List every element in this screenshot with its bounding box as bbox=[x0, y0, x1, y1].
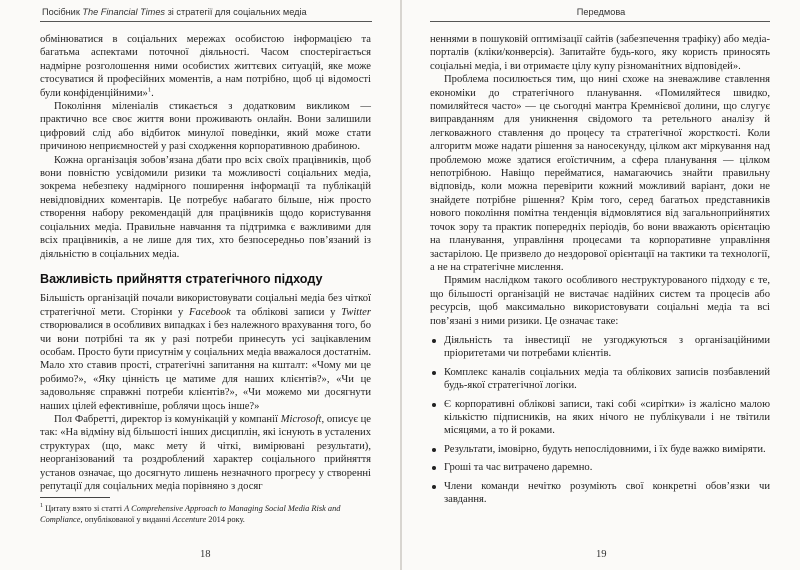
bullet-list bbox=[430, 334, 770, 506]
paragraph: Проблема посилюється тим, що нині схоже на зневажливе ставлення економіки до стратегічного планування. «Помиляйтеся швидко, помиляйтеся часто» — це сьогодні мантра Кремнієвої долини, що слугує виправданням для уникнення свідомого та ретельного аналізу й легковажного ставлення до процесу та стратегічної жорсткості. Коли алгоритм може надати рішення за наносекунду, цілком акт міркування над проблемою може здатися егоїстичним, а сфера планування — цілком непотрібною. Навіщо перейматися, намагаючись знайти правильну відповідь, коли можна перевірити кожний можливий варіант, доки не знайдете потрібне рішення? Крім того, серед багатьох представників нового покоління помітна тенденція відмовлятися від загальноприйнятих точок зору та практик попередніх періодів, бо вони вважають орієнтацію на планування, управління процесами та корпоративне управління застарілою. Це призвело до нездорової орієнтації на тактики та технології, а не на стратегічне мислення. bbox=[430, 74, 770, 273]
paragraph: Покоління міленіалів стикається з додатковим викликом — практично все своє життя вони проживають онлайн. Вони залишили цифровий слід або відбиток минулої поведінки, який може стати причиною неприємностей у разі сходження корпоративною драбиною. bbox=[40, 101, 371, 153]
paragraph: Пол Фабретті, директор із комунікацій у компанії Microsoft, описує це так: «На відміну від більшості інших дисциплін, які існують в усталених структурах (що, макс мету й чіткі, вимірювані результати), неорганізований та роздроблений характер соціального прийняття установ означає, що досягнуто лишень незначного прогресу у створенні репутації для соціальних медіа порівняно з досяг bbox=[40, 413, 372, 492]
list-item: Гроші та час витрачено даремно. bbox=[430, 461, 770, 474]
footnote-marker: 1 bbox=[147, 86, 152, 94]
page-number-right: 19 bbox=[596, 549, 607, 560]
paragraph: неннями в пошуковій оптимізації сайтів (забезпечення трафіку) або медіа-порталів (кліки/конверсія). Запитайте будь-кого, яку користь приносять соціальні медіа, і ви отримаєте цілу купу різноманітних відповідей». bbox=[430, 34, 770, 72]
bullet-icon bbox=[432, 448, 436, 452]
list-item: Є корпоративні облікові записи, такі собі «сирітки» із жалісно малою кількістю підписників, на яких нічого не публікували і не твітили місяцями, а то й роками. bbox=[430, 398, 770, 438]
paragraph: Прямим наслідком такого особливого неструктурованого підходу є те, що більшості організацій не вистачає надійних систем та процесів або ресурсів, щоб максимально використовувати соціальні медіа та всі пов’язані з ними ризики. Це означає таке: bbox=[430, 275, 770, 327]
header-rule bbox=[430, 21, 770, 22]
bullet-icon bbox=[432, 403, 436, 407]
footnote-rule bbox=[40, 497, 110, 498]
left-body-text bbox=[40, 33, 371, 525]
footnote: $^1$ Цитату взято зі статті A Comprehensive Approach to Managing Social Media Risk and Compliance, опублікованої у виданні Accenture 2014 року. bbox=[40, 503, 341, 524]
list-item: Комплекс каналів соціальних медіа та облікових записів позбавлений будь-якої стратегічної логіки. bbox=[430, 366, 770, 393]
paragraph: Кожна організація зобов’язана дбати про всіх своїх працівників, щоб вони повністю усвідомили ризики та можливості соціальних медіа, зокрема небезпеку надмірного поширення інформації та публікацій невідповідних коментарів. Це потребує набагато більше, ніж просто створення набору рекомендацій для працівників щодо користування соціальних медіа. Правильне навчання та підтримка є важливими для всіх працівників, а не лише для тих, хто безпосередньо пов’язаний із діяльністю в соціальних медіа. bbox=[40, 154, 371, 260]
list-item: Діяльність та інвестиції не узгоджуються з організаційними пріоритетами чи потребами клієнтів. bbox=[430, 334, 770, 361]
list-item: Члени команди нечітко розуміють свої конкретні обов’язки чи завдання. bbox=[430, 480, 770, 507]
bullet-icon bbox=[432, 485, 436, 489]
right-body-text bbox=[430, 33, 770, 511]
bullet-icon bbox=[432, 466, 436, 470]
running-head-left: Посібник The Financial Times зі стратегії для соціальних медіа bbox=[42, 7, 307, 17]
page-number-left: 18 bbox=[200, 549, 211, 560]
bullet-icon bbox=[432, 371, 436, 375]
section-heading: Важливість прийняття стратегічного підходу bbox=[40, 271, 323, 286]
paragraph: обмінюватися в соціальних мережах особистою інформацією та багатьма аспектами поточної діяльності. Часом спостерігається надмірне розголошення ними особистих життєвих ситуацій, яке може стосуватися й професійних моментів, а нам потрібно, щоб ці відомості були конфіденційними»$^1$. bbox=[40, 34, 371, 99]
list-item: Результати, імовірно, будуть непослідовними, і їх буде важко виміряти. bbox=[430, 443, 770, 456]
right-page bbox=[402, 0, 800, 570]
header-rule bbox=[40, 21, 372, 22]
paragraph: Більшість організацій почали використовувати соціальні медіа без чіткої стратегічної мети. Сторінки у Facebook та облікові записи у Twitter створювалися в особливих випадках і без належного врахування того, бо чи вони потрібні та як у разі потреби принесуть усі зацікавленим особам. Просто бути присутнім у соціальних медіа вважалося достатнім. Мало хто ставив прості, стратегічні запитання на кшталт: «Чому ми це робимо?», «Яку цінність це матиме для наших клієнтів?», «Чи це задовольняє справжні потреби клієнтів?», «Чи можемо ми досягнути наших цілей ефективніше, роблячи щось інше?» bbox=[40, 293, 371, 412]
bullet-icon bbox=[432, 339, 436, 343]
running-head-right: Передмова bbox=[576, 7, 626, 17]
